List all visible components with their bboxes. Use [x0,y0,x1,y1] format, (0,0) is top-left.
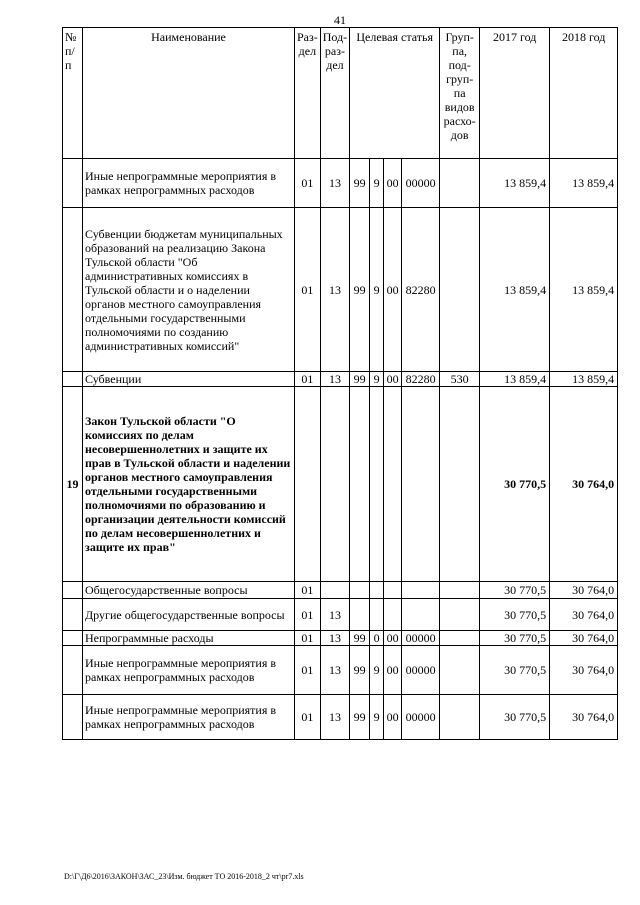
cell-y2017: 30 770,5 [480,599,550,631]
header-target: Целевая статья [350,28,440,159]
table-row [63,372,618,387]
cell-t3 [384,599,402,631]
cell-num [63,599,83,631]
cell-num [63,372,83,387]
header-razdel: Раз- дел [295,28,321,159]
header-row [63,28,618,159]
header-name: Наименование [83,28,295,159]
cell-t4: 82280 [402,208,440,372]
cell-t1 [350,387,370,582]
cell-y2017: 30 770,5 [480,646,550,695]
cell-name: Непрограммные расходы [83,631,295,646]
cell-group [440,582,480,599]
cell-name: Субвенции бюджетам муниципальных образований на реализацию Закона Тульской области "Об административных комиссиях в Тульской области и о наделении органов местного самоуправления отдельными государственными полномочиями по созданию административных комиссий" [83,208,295,372]
cell-name: Общегосударственные вопросы [83,582,295,599]
cell-podrazdel: 13 [320,208,349,372]
cell-name: Иные непрограммные мероприятия в рамках непрограммных расходов [83,159,295,208]
cell-t3: 00 [384,695,402,740]
cell-y2017: 13 859,4 [480,159,550,208]
cell-t4: 00000 [402,631,440,646]
cell-t3: 00 [384,646,402,695]
header-num: № п/ п [63,28,83,159]
cell-t3: 00 [384,631,402,646]
budget-table [62,27,618,740]
page-number: 41 [334,13,346,27]
cell-group [440,695,480,740]
cell-podrazdel [320,387,349,582]
cell-t2 [370,599,384,631]
cell-t2: 9 [370,159,384,208]
cell-group [440,646,480,695]
cell-name: Другие общегосударственные вопросы [83,599,295,631]
cell-razdel: 01 [295,159,321,208]
cell-t4: 00000 [402,646,440,695]
cell-group [440,631,480,646]
cell-t4 [402,599,440,631]
cell-num [63,208,83,372]
cell-y2017: 30 770,5 [480,387,550,582]
cell-y2017: 13 859,4 [480,208,550,372]
header-group: Груп- па, под- груп- па видов расхо- дов [440,28,480,159]
cell-y2018: 13 859,4 [550,208,618,372]
header-podrazdel: Под- раз- дел [320,28,349,159]
table-row [63,159,618,208]
cell-t1: 99 [350,208,370,372]
cell-t4: 82280 [402,372,440,387]
cell-podrazdel [320,582,349,599]
cell-t3 [384,387,402,582]
cell-t3 [384,582,402,599]
cell-podrazdel: 13 [320,159,349,208]
cell-num [63,646,83,695]
cell-t3: 00 [384,372,402,387]
cell-t4: 00000 [402,695,440,740]
cell-t2: 9 [370,646,384,695]
cell-group: 530 [440,372,480,387]
cell-podrazdel: 13 [320,646,349,695]
table-row [63,582,618,599]
cell-y2018: 30 764,0 [550,582,618,599]
header-2018: 2018 год [550,28,618,159]
cell-y2017: 30 770,5 [480,582,550,599]
cell-y2018: 30 764,0 [550,695,618,740]
cell-podrazdel: 13 [320,695,349,740]
cell-podrazdel: 13 [320,631,349,646]
cell-razdel: 01 [295,695,321,740]
cell-y2017: 13 859,4 [480,372,550,387]
cell-num [63,695,83,740]
cell-t2 [370,582,384,599]
cell-group [440,208,480,372]
cell-y2018: 30 764,0 [550,599,618,631]
cell-razdel: 01 [295,599,321,631]
cell-podrazdel: 13 [320,599,349,631]
cell-name: Иные непрограммные мероприятия в рамках непрограммных расходов [83,695,295,740]
cell-y2018: 30 764,0 [550,387,618,582]
cell-t1: 99 [350,646,370,695]
cell-t1 [350,582,370,599]
cell-t4 [402,582,440,599]
cell-t2: 0 [370,631,384,646]
cell-t1: 99 [350,695,370,740]
cell-y2018: 13 859,4 [550,159,618,208]
table-row [63,387,618,582]
cell-razdel: 01 [295,582,321,599]
table-row [63,631,618,646]
cell-y2017: 30 770,5 [480,631,550,646]
cell-razdel: 01 [295,208,321,372]
cell-y2018: 30 764,0 [550,631,618,646]
cell-t2: 9 [370,208,384,372]
cell-t4: 00000 [402,159,440,208]
cell-y2017: 30 770,5 [480,695,550,740]
header-2017: 2017 год [480,28,550,159]
table-row [63,646,618,695]
cell-num [63,582,83,599]
cell-name: Субвенции [83,372,295,387]
cell-podrazdel: 13 [320,372,349,387]
cell-t3: 00 [384,208,402,372]
table-row [63,208,618,372]
cell-t2: 9 [370,695,384,740]
cell-num: 19 [63,387,83,582]
cell-t2: 9 [370,372,384,387]
cell-group [440,387,480,582]
cell-name: Закон Тульской области "О комиссиях по делам несовершеннолетних и защите их прав в Тульской области и наделении органов местного самоуправления отдельными государственными полномочиями по образованию и организации деятельности комиссий по делам несовершеннолетних и защите их прав" [83,387,295,582]
cell-group [440,159,480,208]
table-row [63,695,618,740]
footer-path: D:\Г\Д6\2016\ЗАКОН\ЗАС_23\Изм. бюджет ТО 2016-2018_2 чт\pr7.xls [64,872,304,881]
cell-t1: 99 [350,372,370,387]
cell-t2 [370,387,384,582]
cell-razdel: 01 [295,646,321,695]
cell-razdel [295,387,321,582]
cell-name: Иные непрограммные мероприятия в рамках непрограммных расходов [83,646,295,695]
table-row [63,599,618,631]
cell-y2018: 13 859,4 [550,372,618,387]
cell-num [63,159,83,208]
cell-t1 [350,599,370,631]
cell-y2018: 30 764,0 [550,646,618,695]
cell-t1: 99 [350,631,370,646]
cell-t3: 00 [384,159,402,208]
cell-t1: 99 [350,159,370,208]
cell-num [63,631,83,646]
cell-group [440,599,480,631]
cell-razdel: 01 [295,631,321,646]
cell-t4 [402,387,440,582]
cell-razdel: 01 [295,372,321,387]
